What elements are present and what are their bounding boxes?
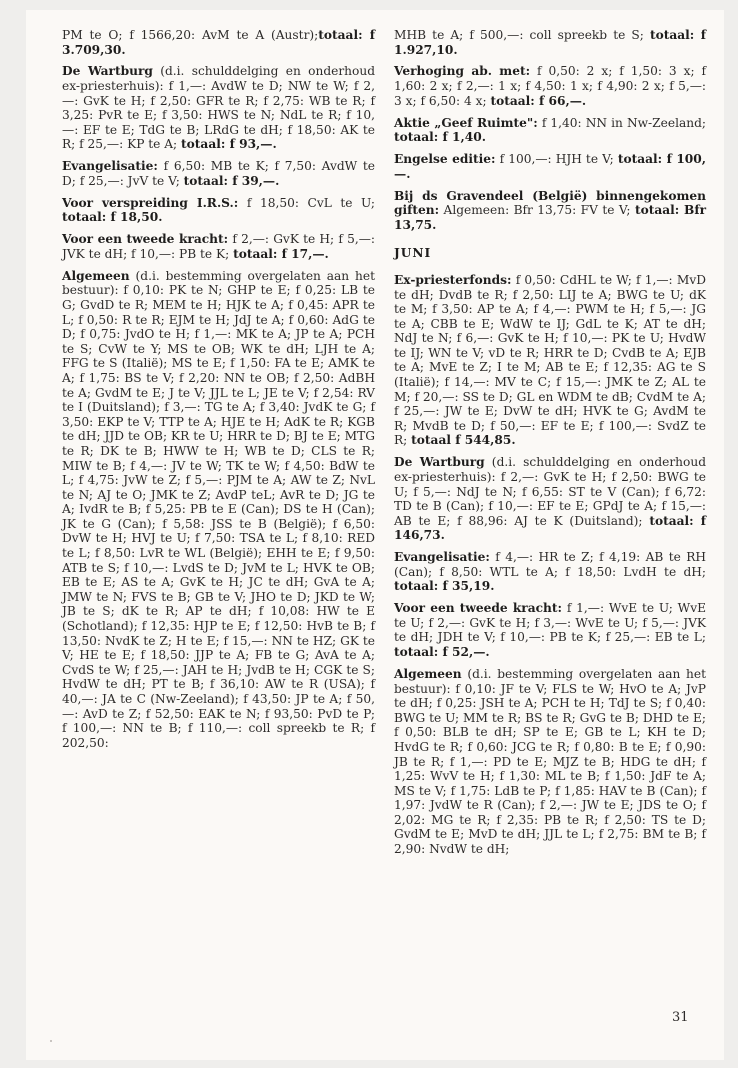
entry-total: totaal: Bfr 13,75.	[394, 203, 706, 232]
entry-heading: Evangelisatie:	[394, 550, 490, 565]
donation-entry	[394, 152, 706, 181]
entry-body: f 1,40: NN in Nw-Zeeland;	[537, 115, 706, 130]
page-number: 31	[672, 1010, 689, 1025]
entry-heading: Algemeen	[62, 268, 130, 283]
donation-entry	[394, 667, 706, 857]
entry-heading: Voor een tweede kracht:	[62, 232, 229, 247]
entry-total: totaal: f 52,—.	[394, 645, 490, 660]
donation-entry	[62, 196, 375, 225]
scanned-page	[26, 10, 724, 1060]
entry-body: f 0,50: 2 x; f 1,50: 3 x; f 1,60: 2 x; f 2,—: 1 x; f 4,50: 1 x; f 4,90: 2 x; f 5,—: 3 x; f 6,50: 4 x;	[394, 64, 706, 108]
entry-total: totaal: f 100,—.	[394, 152, 706, 181]
donation-entry	[62, 159, 375, 188]
entry-total: totaal: f 35,19.	[394, 579, 495, 594]
donation-entry	[394, 455, 706, 543]
entry-total: totaal: f 1,40.	[394, 130, 486, 145]
entry-body: f 1,—: WvE te U; WvE te U; f 2,—: GvK te H; f 3,—: WvE te U; f 5,—: JVK te dH; JDH te V; f 10,—: PB te K; f 25,—: EB te L;	[394, 601, 706, 645]
entry-total: totaal: f 66,—.	[490, 93, 587, 108]
entry-body: Algemeen: Bfr 13,75: FV te V;	[439, 203, 635, 218]
entry-heading: Voor een tweede kracht:	[394, 601, 563, 616]
entry-body: (d.i. schulddelging en onderhoud ex-priesterhuis): f 2,—: GvK te H; f 2,50: BWG te U; f 5,—: NdJ te N; f 6,55: ST te V (Can); f 6,72: TD te B (Can); f 10,—: EF te E; GPdJ te A; f 15,—: AB te E; f 88,96: AJ te K (Duitsland);	[394, 455, 706, 528]
donation-entry	[394, 189, 706, 233]
donation-entry	[394, 64, 706, 108]
donation-entry	[394, 273, 706, 448]
entry-total: totaal: f 93,—.	[181, 137, 277, 152]
entry-total: totaal: f 146,73.	[394, 513, 707, 543]
entry-heading: Algemeen	[394, 666, 462, 681]
left-column	[62, 28, 375, 758]
scan-speck	[50, 1040, 52, 1042]
donation-entry	[62, 28, 375, 57]
entry-heading: De Wartburg	[62, 64, 153, 79]
donation-entry	[62, 64, 375, 152]
entry-heading: Voor verspreiding I.R.S.:	[62, 195, 239, 210]
entry-heading: Aktie „Geef Ruimte":	[394, 115, 538, 130]
month-heading: JUNI	[394, 246, 432, 261]
donation-entry	[394, 116, 706, 145]
entry-body: (d.i. bestemming overgelaten aan het bestuur): f 0,10: JF te V; FLS te W; HvO te A; JvP te dH; f 0,25: JSH te A; PCH te H; TdJ te S; f 0,40: BWG te U; MM te R; BS te R; GvG te B; DHD te E; f 0,50: BLB te dH; SP te E; GB te L; KH te D; HvdG te R; f 0,60: JCG te R; f 0,80: B te E; f 0,90: JB te R; f 1,—: PD te E; MJZ te B; HDG te dH; f 1,25: WvV te H; f 1,30: ML te B; f 1,50: JdF te A; MS te V; f 1,75: LdB te P; f 1,85: HAV te B (Can); f 1,97: JvdW te R (Can); f 2,—: JW te E; JDS te O; f 2,02: MG te R; f 2,35: PB te R; f 2,50: TS te D; GvdM te E; MvD te dH; JJL te L; f 2,75: BM te B; f 2,90: NvdW te dH;	[394, 666, 706, 857]
entry-body: (d.i. bestemming overgelaten aan het bestuur): f 0,10: PK te N; GHP te E; f 0,25: LB te G; GvdD te R; MEM te H; HJK te A; f 0,45: APR te L; f 0,50: R te R; EJM te H; JdJ te A; f 0,60: AdG te D; f 0,75: JvdO te H; f 1,—: MK te A; JP te A; PCH te S; CvW te Y; MS te OB; WK te dH; LJH te A; FFG te S (Italië); MS te E; f 1,50: FA te E; AMK te A; f 1,75: BS te V; f 2,20: NN te OB; f 2,50: AdBH te A; GvdM te E; J te V; JJL te L; JE te V; f 2,54: RV te I (Duitsland); f 3,—: TG te A; f 3,40: JvdK te G; f 3,50: EKP te V; TTP te A; HJE te H; AdK te R; KGB te dH; JJD te OB; KR te U; HRR te D; BJ te E; MTG te R; DK te B; HWW te H; WB te D; CLS te R; MIW te B; f 4,—: JV te W; TK te W; f 4,50: BdW te L; f 4,75: JvW te Z; f 5,—: PJM te A; AW te Z; NvL te N; AJ te O; JMK te Z; AvdP teL; AvR te D; JG te A; IvdR te B; f 5,25: PB te E (Can); DS te H (Can); JK te G (Can); f 5,58: JSS te B (België); f 6,50: DvW te H; HVJ te U; f 7,50: TSA te L; f 8,10: RED te L; f 8,50: LvR te WL (België); EHH te E; f 9,50: ATB te S; f 10,—: LvdS te D; JvM te L; HVK te OB; EB te E; AS te A; GvK te H; JC te dH; GvA te A; JMW te N; FVS te B; GB te V; JHO te D; JKD te W; JB te S; dK te R; AP te dH; f 10,08: HW te E (Schotland); f 12,35: HJP te E; f 12,50: HvB te B; f 13,50: NvdK te Z; H te E; f 15,—: NN te HZ; GK te V; HE te E; f 18,50: JJP te A; FB te G; AvA te A; CvdS te W; f 25,—: JAH te H; JvdB te H; CGK te S; HvdW te dH; PT te B; f 36,10: AW te R (USA); f 40,—: JA te C (Nw-Zeeland); f 43,50: JP te A; f 50,—: AvD te Z; f 52,50: EAK te N; f 93,50: PvD te P; f 100,—: NN te B; f 110,—: coll spreekb te R; f 202,50:	[62, 268, 375, 750]
donation-entry	[394, 550, 706, 594]
entry-heading: Verhoging ab. met:	[394, 64, 531, 79]
entry-body: f 18,50: CvL te U;	[238, 195, 376, 210]
donation-entry	[394, 601, 706, 659]
donation-entry	[62, 269, 375, 751]
entry-body: PM te O; f 1566,20: AvM te A (Austr);	[62, 28, 319, 42]
entry-body: f 0,50: CdHL te W; f 1,—: MvD te dH; DvdB te R; f 2,50: LIJ te A; BWG te U; dK te M; f 3,50: AP te A; f 4,—: PWM te H; f 5,—: JG te A; CBB te E; WdW te IJ; GdL te K; AT te dH; NdJ te N; f 6,—: GvK te H; f 10,—: PK te U; HvdW te IJ; WN te V; vD te R; HRR te D; CvdB te A; EJB te A; MvE te Z; I te M; AB te E; f 12,35: AG te S (Italië); f 14,—: MV te C; f 15,—: JMK te Z; AL te M; f 20,—: SS te D; GL en WDM te dB; CvdM te A; f 25,—: JW te E; DvW te dH; HVK te G; AvdM te R; MvdB te D; f 50,—: EF te E; f 100,—: SvdZ te R;	[394, 272, 706, 448]
entry-body: f 2,—: GvK te H; f 5,—: JVK te dH; f 10,—: PB te K;	[62, 232, 375, 261]
entry-body: f 6,50: MB te K; f 7,50: AvdW te D; f 25,—: JvV te V;	[62, 159, 375, 188]
entry-total: totaal: f 1.927,10.	[394, 28, 706, 57]
entry-body: MHB te A; f 500,—: coll spreekb te S;	[394, 28, 650, 42]
entry-heading: Bij ds Gravendeel (België) binnengekomen giften:	[394, 188, 706, 218]
entry-heading: Ex-priesterfonds:	[394, 272, 512, 287]
entry-heading: Engelse editie:	[394, 152, 496, 167]
donation-entry	[394, 28, 706, 57]
entry-total: totaal: f 39,—.	[183, 173, 280, 188]
right-column	[394, 28, 706, 864]
entry-total: totaal: f 18,50.	[62, 210, 163, 225]
entry-total: totaal f 544,85.	[411, 433, 516, 448]
entry-body: f 4,—: HR te Z; f 4,19: AB te RH (Can); f 8,50: WTL te A; f 18,50: LvdH te dH;	[394, 550, 706, 579]
entry-heading: De Wartburg	[394, 455, 485, 470]
entry-body: (d.i. schulddelging en onderhoud ex-priesterhuis): f 1,—: AvdW te D; NW te W; f 2,—: GvK te H; f 2,50: GFR te R; f 2,75: WB te R; f 3,25: PvR te E; f 3,50: HWS te N; NdL te R; f 10,—: EF te E; TdG te B; LRdG te dH; f 18,50: AK te R; f 25,—: KP te A;	[62, 64, 375, 152]
entry-total: totaal: f 17,—.	[233, 246, 329, 261]
entry-total: totaal: f 3.709,30.	[62, 28, 376, 57]
donation-entry	[62, 232, 375, 261]
entry-heading: Evangelisatie:	[62, 159, 158, 174]
entry-body: f 100,—: HJH te V;	[495, 152, 618, 167]
